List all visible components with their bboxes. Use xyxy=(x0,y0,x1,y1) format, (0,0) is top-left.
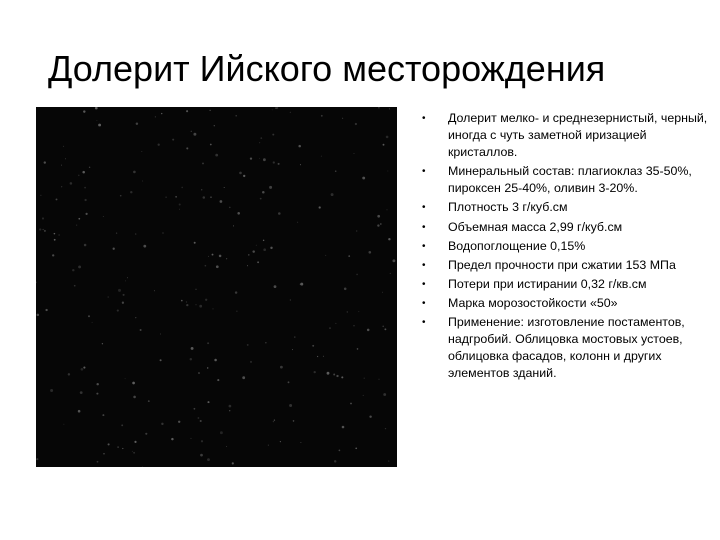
crystal-speck xyxy=(172,139,174,141)
crystal-speck xyxy=(199,305,202,308)
crystal-speck xyxy=(45,309,47,311)
crystal-speck xyxy=(335,170,337,172)
crystal-speck xyxy=(140,329,142,331)
list-item xyxy=(420,199,710,216)
bullet-dot-icon: • xyxy=(422,240,426,252)
crystal-speck xyxy=(380,223,382,225)
crystal-speck xyxy=(98,124,101,127)
crystal-speck xyxy=(242,376,245,379)
crystal-speck xyxy=(205,265,207,267)
crystal-speck xyxy=(342,118,343,119)
crystal-speck xyxy=(378,107,380,108)
crystal-speck xyxy=(233,225,234,226)
crystal-speck xyxy=(278,163,280,165)
crystal-speck xyxy=(300,164,301,165)
crystal-speck xyxy=(96,393,98,395)
crystal-speck xyxy=(186,110,188,112)
crystal-speck xyxy=(247,265,248,266)
crystal-speck xyxy=(96,120,97,121)
crystal-speck xyxy=(154,290,155,291)
crystal-speck xyxy=(190,358,192,360)
property-list xyxy=(420,110,710,384)
crystal-speck xyxy=(191,347,194,350)
crystal-speck xyxy=(390,273,391,274)
crystal-speck xyxy=(268,445,269,446)
list-item-text: Плотность 3 г/куб.см xyxy=(448,200,568,215)
list-item xyxy=(420,219,710,236)
crystal-speck xyxy=(136,122,138,124)
crystal-speck xyxy=(186,301,187,302)
crystal-speck xyxy=(259,142,260,143)
crystal-speck xyxy=(102,414,104,416)
crystal-speck xyxy=(356,230,357,231)
crystal-speck xyxy=(342,426,345,429)
crystal-speck xyxy=(78,218,80,220)
crystal-speck xyxy=(81,368,84,371)
crystal-speck xyxy=(275,107,277,109)
crystal-speck xyxy=(208,256,209,257)
crystal-speck xyxy=(229,410,230,411)
crystal-speck xyxy=(40,195,41,196)
crystal-speck xyxy=(272,109,273,110)
list-item-text: Применение: изготовление постаментов, надгробий. Облицовка мостовых устоев, облицовка фасадов, колонн и других элементов зданий. xyxy=(448,315,685,381)
crystal-speck xyxy=(236,311,237,312)
crystal-speck xyxy=(293,420,295,422)
crystal-speck xyxy=(263,248,266,251)
crystal-speck xyxy=(300,442,301,443)
crystal-speck xyxy=(117,446,119,448)
crystal-speck xyxy=(383,144,385,146)
crystal-speck xyxy=(61,165,62,166)
crystal-speck xyxy=(130,191,132,193)
crystal-speck xyxy=(121,424,123,426)
crystal-speck xyxy=(116,232,117,233)
crystal-speck xyxy=(74,285,76,287)
crystal-speck xyxy=(224,187,225,188)
crystal-speck xyxy=(160,334,161,335)
crystal-speck xyxy=(161,113,162,114)
list-item-text: Минеральный состав: плагиоклаз 35-50%, пироксен 25-40%, оливин 3-20%. xyxy=(448,164,692,196)
crystal-speck xyxy=(78,175,79,176)
crystal-speck xyxy=(207,342,209,344)
crystal-speck xyxy=(220,200,223,203)
bullet-dot-icon: • xyxy=(422,221,426,233)
crystal-speck xyxy=(339,450,341,452)
crystal-speck xyxy=(210,110,211,111)
crystal-speck xyxy=(272,134,274,136)
crystal-speck xyxy=(132,451,133,452)
crystal-speck xyxy=(235,115,237,117)
crystal-speck xyxy=(36,458,38,460)
crystal-speck xyxy=(347,311,348,312)
crystal-speck xyxy=(226,446,227,447)
crystal-speck xyxy=(270,247,272,249)
crystal-speck xyxy=(257,261,259,263)
crystal-speck xyxy=(297,222,298,223)
crystal-speck xyxy=(288,381,290,383)
crystal-speck xyxy=(294,336,295,337)
crystal-speck xyxy=(58,234,59,235)
crystal-speck xyxy=(220,431,223,434)
crystal-speck xyxy=(362,177,365,180)
crystal-speck xyxy=(229,207,231,209)
crystal-speck xyxy=(191,131,192,132)
crystal-speck xyxy=(54,239,56,241)
list-item-text: Потери при истирании 0,32 г/кв.см xyxy=(448,276,647,291)
crystal-speck xyxy=(358,311,359,312)
crystal-speck xyxy=(39,228,41,230)
crystal-speck xyxy=(243,175,245,177)
crystal-speck xyxy=(216,265,219,268)
crystal-speck xyxy=(377,224,379,226)
crystal-speck xyxy=(363,395,364,396)
crystal-speck xyxy=(179,203,181,205)
crystal-speck xyxy=(201,189,202,190)
crystal-speck xyxy=(256,245,257,246)
crystal-speck xyxy=(325,255,326,256)
crystal-speck xyxy=(319,206,321,208)
crystal-speck xyxy=(181,187,183,189)
crystal-speck xyxy=(235,291,237,293)
crystal-speck xyxy=(321,156,322,157)
crystal-speck xyxy=(37,314,40,317)
crystal-speck xyxy=(194,408,196,410)
crystal-speck xyxy=(198,417,200,419)
crystal-speck xyxy=(292,349,293,350)
crystal-speck xyxy=(68,373,70,375)
crystal-speck xyxy=(250,157,252,159)
crystal-speck xyxy=(219,255,222,258)
crystal-speck xyxy=(207,458,210,461)
crystal-speck xyxy=(217,379,219,381)
crystal-speck xyxy=(260,137,262,139)
crystal-speck xyxy=(280,441,281,442)
crystal-speck xyxy=(364,378,365,379)
crystal-speck xyxy=(250,361,252,363)
crystal-speck xyxy=(142,466,143,467)
crystal-speck xyxy=(63,424,64,425)
crystal-speck xyxy=(190,438,191,439)
crystal-speck xyxy=(143,245,146,248)
list-item-text: Марка морозостойкости «50» xyxy=(448,295,618,310)
list-item-text: Предел прочности при сжатии 153 МПа xyxy=(448,257,676,272)
bullet-dot-icon: • xyxy=(422,278,426,290)
bullet-dot-icon: • xyxy=(422,317,426,329)
crystal-speck xyxy=(207,401,209,403)
crystal-speck xyxy=(312,345,314,347)
crystal-speck xyxy=(274,285,277,288)
crystal-speck xyxy=(103,453,104,454)
crystal-speck xyxy=(382,292,383,293)
list-item-text: Долерит мелко- и среднезернистый, черный, иногда с чуть заметной иризацией кристаллов. xyxy=(448,111,708,160)
crystal-speck xyxy=(123,294,125,296)
crystal-speck xyxy=(386,209,387,210)
crystal-speck xyxy=(355,447,357,449)
crystal-speck xyxy=(163,233,164,234)
crystal-speck xyxy=(160,359,162,361)
crystal-speck xyxy=(171,438,173,440)
crystal-speck xyxy=(252,250,254,252)
crystal-speck xyxy=(200,454,203,457)
crystal-speck xyxy=(133,396,136,399)
crystal-speck xyxy=(84,199,86,201)
crystal-speck xyxy=(80,391,83,394)
crystal-speck xyxy=(72,269,74,271)
list-item xyxy=(420,314,710,382)
crystal-speck xyxy=(113,248,115,250)
crystal-speck xyxy=(135,317,136,318)
crystal-speck xyxy=(369,415,371,417)
crystal-speck xyxy=(178,421,180,423)
crystal-speck xyxy=(327,372,330,375)
crystal-speck xyxy=(323,356,324,357)
crystal-speck xyxy=(50,389,53,392)
crystal-speck xyxy=(317,356,318,357)
crystal-speck xyxy=(214,359,217,362)
crystal-speck xyxy=(135,233,137,235)
crystal-speck xyxy=(205,299,207,301)
crystal-speck xyxy=(277,107,278,108)
bullet-dot-icon: • xyxy=(422,113,426,124)
crystal-speck xyxy=(78,410,81,413)
crystal-speck xyxy=(76,225,77,226)
crystal-speck xyxy=(367,329,370,332)
crystal-speck xyxy=(384,328,386,330)
crystal-speck xyxy=(70,182,73,185)
crystal-speck xyxy=(357,348,359,350)
crystal-speck xyxy=(321,115,323,117)
crystal-speck xyxy=(133,452,135,454)
crystal-speck xyxy=(353,325,354,326)
crystal-speck xyxy=(63,146,64,147)
crystal-speck xyxy=(83,367,85,369)
crystal-speck xyxy=(260,198,262,200)
crystal-speck xyxy=(103,216,104,217)
crystal-speck xyxy=(193,133,196,136)
crystal-speck xyxy=(207,367,208,368)
bullet-dot-icon: • xyxy=(422,259,426,271)
crystal-speck xyxy=(212,254,214,256)
crystal-speck xyxy=(247,344,249,346)
crystal-speck xyxy=(88,315,90,317)
crystal-speck xyxy=(97,461,99,463)
crystal-speck xyxy=(226,258,227,259)
crystal-speck xyxy=(92,322,93,323)
crystal-speck xyxy=(122,302,124,304)
crystal-speck xyxy=(335,323,336,324)
crystal-speck xyxy=(133,171,136,174)
crystal-speck xyxy=(200,420,202,422)
crystal-speck xyxy=(52,254,54,256)
crystal-speck xyxy=(61,186,62,187)
crystal-speck xyxy=(278,212,281,215)
crystal-speck xyxy=(196,304,197,305)
crystal-speck xyxy=(127,277,128,278)
crystal-speck xyxy=(84,187,86,189)
list-item-text: Водопоглощение 0,15% xyxy=(448,238,586,253)
crystal-speck xyxy=(248,254,249,255)
crystal-speck xyxy=(300,283,303,286)
crystal-speck xyxy=(102,343,103,344)
crystal-speck xyxy=(148,400,150,402)
crystal-speck xyxy=(387,170,388,171)
crystal-speck xyxy=(290,299,291,300)
crystal-speck xyxy=(344,288,347,291)
crystal-speck xyxy=(196,289,197,290)
crystal-speck xyxy=(125,280,126,281)
crystal-speck xyxy=(210,196,212,198)
crystal-speck xyxy=(125,378,126,379)
crystal-speck xyxy=(65,158,66,159)
list-item xyxy=(420,295,710,312)
crystal-speck xyxy=(82,171,85,174)
crystal-speck xyxy=(117,310,119,312)
crystal-speck xyxy=(341,376,343,378)
crystal-speck xyxy=(141,151,142,152)
crystal-speck xyxy=(383,393,386,396)
crystal-speck xyxy=(274,419,275,420)
crystal-speck xyxy=(118,289,121,292)
crystal-speck xyxy=(334,460,336,462)
list-item xyxy=(420,257,710,274)
crystal-speck xyxy=(210,144,212,146)
list-item-text: Объемная масса 2,99 г/куб.см xyxy=(448,219,623,234)
crystal-speck xyxy=(368,251,371,254)
crystal-speck xyxy=(388,238,390,240)
crystal-speck xyxy=(386,136,389,139)
crystal-speck xyxy=(42,217,44,219)
crystal-speck xyxy=(263,158,266,161)
crystal-speck xyxy=(388,460,389,461)
crystal-speck xyxy=(348,255,350,257)
crystal-speck xyxy=(350,403,352,405)
crystal-speck xyxy=(212,308,213,309)
crystal-speck xyxy=(314,371,316,373)
crystal-speck xyxy=(215,154,218,157)
list-item xyxy=(420,110,710,161)
crystal-speck xyxy=(161,423,163,425)
crystal-speck xyxy=(331,193,334,196)
crystal-speck xyxy=(96,383,98,385)
crystal-speck xyxy=(265,342,266,343)
crystal-speck xyxy=(263,240,264,241)
crystal-speck xyxy=(298,145,301,148)
crystal-speck xyxy=(385,428,386,429)
bullet-dot-icon: • xyxy=(422,202,426,214)
crystal-speck xyxy=(355,123,357,125)
crystal-speck xyxy=(165,197,166,198)
crystal-speck xyxy=(290,112,291,113)
dolerite-texture xyxy=(36,107,397,467)
slide-title: Долерит Ийского месторождения xyxy=(48,48,606,89)
crystal-speck xyxy=(179,209,180,210)
crystal-speck xyxy=(44,161,46,163)
crystal-speck xyxy=(142,181,143,182)
crystal-speck xyxy=(273,161,275,163)
crystal-speck xyxy=(389,108,390,109)
crystal-speck xyxy=(392,259,395,262)
crystal-speck xyxy=(155,116,156,117)
crystal-speck xyxy=(89,167,90,168)
crystal-speck xyxy=(83,110,85,112)
crystal-speck xyxy=(202,162,204,164)
crystal-speck xyxy=(333,374,335,376)
bullet-dot-icon: • xyxy=(422,166,426,178)
crystal-speck xyxy=(237,212,240,215)
crystal-speck xyxy=(232,462,234,464)
crystal-speck xyxy=(107,296,109,298)
crystal-speck xyxy=(85,213,87,215)
crystal-speck xyxy=(54,233,56,235)
crystal-speck xyxy=(132,382,135,385)
crystal-speck xyxy=(382,326,384,328)
crystal-speck xyxy=(120,195,122,197)
crystal-speck xyxy=(262,191,265,194)
crystal-speck xyxy=(175,196,176,197)
list-item xyxy=(420,238,710,255)
crystal-speck xyxy=(273,421,274,422)
dolerite-photo xyxy=(36,107,397,467)
crystal-speck xyxy=(329,327,331,329)
list-item xyxy=(420,276,710,293)
crystal-speck xyxy=(134,441,136,443)
crystal-speck xyxy=(122,448,123,449)
crystal-speck xyxy=(378,379,379,380)
crystal-speck xyxy=(353,153,354,154)
crystal-speck xyxy=(198,372,200,374)
crystal-speck xyxy=(269,186,272,189)
crystal-speck xyxy=(239,172,242,175)
crystal-speck xyxy=(108,443,110,445)
crystal-speck xyxy=(356,274,358,276)
crystal-speck xyxy=(280,366,283,369)
crystal-speck xyxy=(78,265,81,268)
crystal-speck xyxy=(84,244,87,247)
crystal-speck xyxy=(229,405,232,408)
crystal-speck xyxy=(56,198,58,200)
crystal-speck xyxy=(289,404,292,407)
crystal-speck xyxy=(203,196,206,199)
crystal-speck xyxy=(145,433,147,435)
crystal-speck xyxy=(214,125,215,126)
list-item xyxy=(420,163,710,197)
crystal-speck xyxy=(43,229,44,230)
crystal-speck xyxy=(259,158,260,159)
crystal-speck xyxy=(201,440,203,442)
crystal-speck xyxy=(158,144,160,146)
crystal-speck xyxy=(181,300,183,302)
crystal-speck xyxy=(377,215,380,218)
crystal-speck xyxy=(194,242,196,244)
crystal-speck xyxy=(186,147,188,149)
crystal-speck xyxy=(44,230,46,232)
bullet-dot-icon: • xyxy=(422,297,426,309)
crystal-speck xyxy=(186,304,188,306)
crystal-speck xyxy=(336,375,338,377)
